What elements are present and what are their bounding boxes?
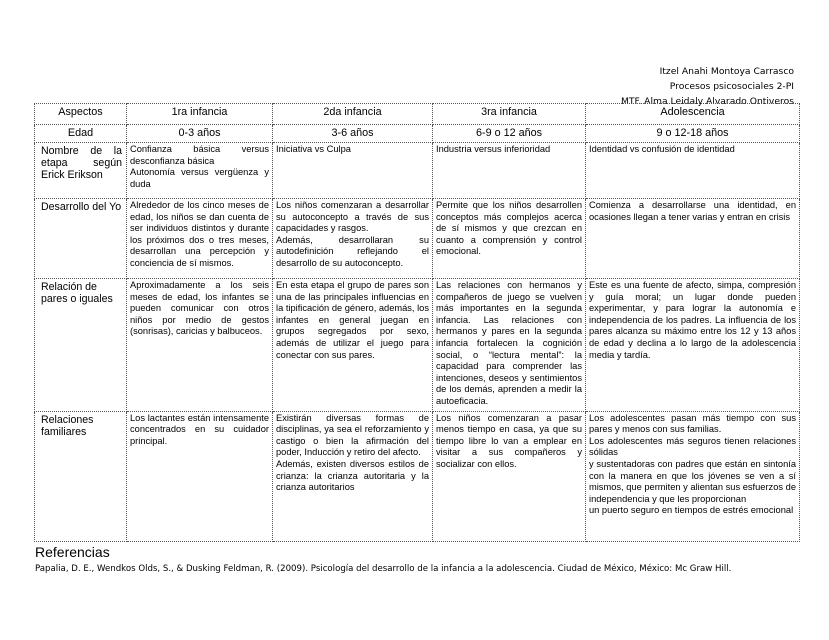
author-name: Itzel Anahi Montoya Carrasco [659, 66, 794, 77]
table-cell [586, 411, 800, 541]
table-cell [273, 199, 433, 279]
cell-paragraph: un puerto seguro en tiempos de estrés emocional [589, 505, 794, 516]
table-cell [273, 411, 433, 541]
row-label: Desarrollo del Yo [35, 199, 127, 279]
table-cell [586, 199, 800, 279]
table-cell [586, 143, 800, 199]
cell-paragraph: y sustentadoras con padres que están en sintonía con la manera en que los jóvenes se ven a sí mismos, que permiten y alientan sus esfuerzos de independencia y que les proporcionan [589, 458, 796, 504]
header-cell: Aspectos [35, 104, 127, 125]
table-cell [127, 199, 273, 279]
cell-paragraph: Autonomía versus vergüenza y duda [130, 167, 269, 189]
table-row [35, 279, 800, 412]
cell-paragraph: Iniciativa vs Culpa [276, 144, 351, 154]
development-table [34, 103, 800, 542]
row-label: Relación de pares o iguales [35, 279, 127, 412]
table-header-row [35, 104, 800, 125]
age-cell: 6-9 o 12 años [433, 125, 586, 143]
age-cell: 0-3 años [127, 125, 273, 143]
cell-paragraph: Industria versus inferioridad [436, 144, 551, 154]
header-cell: Adolescencia [586, 104, 800, 125]
row-label: Nombre de la etapa según Erick Erikson [35, 143, 127, 199]
header-cell: 3ra infancia [433, 104, 586, 125]
cell-paragraph: Permite que los niños desarrollen conceptos más complejos acerca de sí mismos y que crezcan en cuanto a comprensión y control emocional. [436, 200, 582, 257]
header-cell: 2da infancia [273, 104, 433, 125]
cell-paragraph: Las relaciones con hermanos y compañeros de juego se vuelven más importantes en la segunda infancia. Las relaciones con hermanos y pares en la segunda infancia fortalecen la cognición social, o “lectura mental”: la capacidad para comprender las intenciones, deseos y sentimientos de los demás, aprenden a medir la autoeficacia. [436, 280, 582, 406]
cell-paragraph: Confianza básica versus desconfianza básica [130, 144, 269, 166]
table-cell [433, 143, 586, 199]
cell-paragraph: Además, desarrollaran su autodefinición reflejando el desarrollo de su autoconcepto. [276, 234, 429, 268]
table-row [35, 199, 800, 279]
age-cell: 9 o 12-18 años [586, 125, 800, 143]
table-cell [127, 143, 273, 199]
cell-paragraph: Este es una fuente de afecto, simpa, compresión y guía moral; un lugar donde pueden experimentar, y para lograr la autonomía e independencia de los padres. La influencia de los pares alcanza su máximo entre los 12 y 13 años de edad y declina a lo largo de la adolescencia media y tardía. [589, 280, 796, 360]
table-cell [433, 411, 586, 541]
cell-paragraph: Aproximadamente a los seis meses de edad, los infantes se pueden comunicar con otros niños por medio de gestos (sonrisas), caricias y balbuceos. [130, 280, 269, 337]
cell-paragraph: Alrededor de los cinco meses de edad, los niños se dan cuenta de ser individuos distintos y durante los próximos dos o tres meses, desarrollan una percepción y conciencia de sí mismos. [130, 200, 269, 268]
cell-paragraph: Los lactantes están intensamente concentrados en su cuidador principal. [130, 412, 269, 446]
table-cell [586, 279, 800, 412]
cell-paragraph: Existirán diversas formas de disciplinas, ya sea el reforzamiento y castigo o bien la afirmación del poder, Inducción y retiro del afecto. [276, 412, 429, 458]
cell-paragraph: Los adolescentes más seguros tienen relaciones sólidas [589, 435, 796, 458]
references-title: Referencias [35, 544, 110, 560]
cell-paragraph: Los niños comenzaran a pasar menos tiempo en casa, ya que su tiempo libre lo van a emplear en visitar a sus compañeros y socializar con ellos. [436, 412, 582, 469]
age-cell: Edad [35, 125, 127, 143]
table-row [35, 143, 800, 199]
cell-paragraph: Comienza a desarrollarse una identidad, en ocasiones llegan a tener varias y entran en crisis [589, 200, 796, 222]
age-row [35, 125, 800, 143]
table-cell [433, 199, 586, 279]
cell-paragraph: Los niños comenzaran a desarrollar su autoconcepto a través de sus capacidades y rasgos. [276, 200, 429, 234]
table-cell [127, 279, 273, 412]
table-cell [433, 279, 586, 412]
cell-paragraph: En esta etapa el grupo de pares son una de las principales influencias en la tipificación de género, además, los infantes en general juegan en grupos segregados por sexo, además de utilizar el juego para conectar con sus pares. [276, 280, 429, 360]
course-name: Procesos psicosociales 2-PI [669, 81, 794, 92]
header-cell: 1ra infancia [127, 104, 273, 125]
reference-entry: Papalia, D. E., Wendkos Olds, S., & Dusking Feldman, R. (2009). Psicología del desarrollo de la infancia a la adolescencia. Ciudad de México, México: Mc Graw Hill. [35, 564, 732, 574]
table-cell [273, 143, 433, 199]
age-cell: 3-6 años [273, 125, 433, 143]
row-label: Relaciones familiares [35, 411, 127, 541]
table-cell [273, 279, 433, 412]
table-cell [127, 411, 273, 541]
cell-paragraph: Los adolescentes pasan más tiempo con sus pares y menos con sus familias. [589, 412, 796, 435]
cell-paragraph: Además, existen diversos estilos de crianza: la crianza autoritaria y la crianza autoritarios [276, 458, 429, 493]
cell-paragraph: Identidad vs confusión de identidad [589, 144, 735, 154]
table-row [35, 411, 800, 541]
teacher-name: MTF. Alma Leidaly Alvarado Ontiveros [620, 96, 794, 107]
